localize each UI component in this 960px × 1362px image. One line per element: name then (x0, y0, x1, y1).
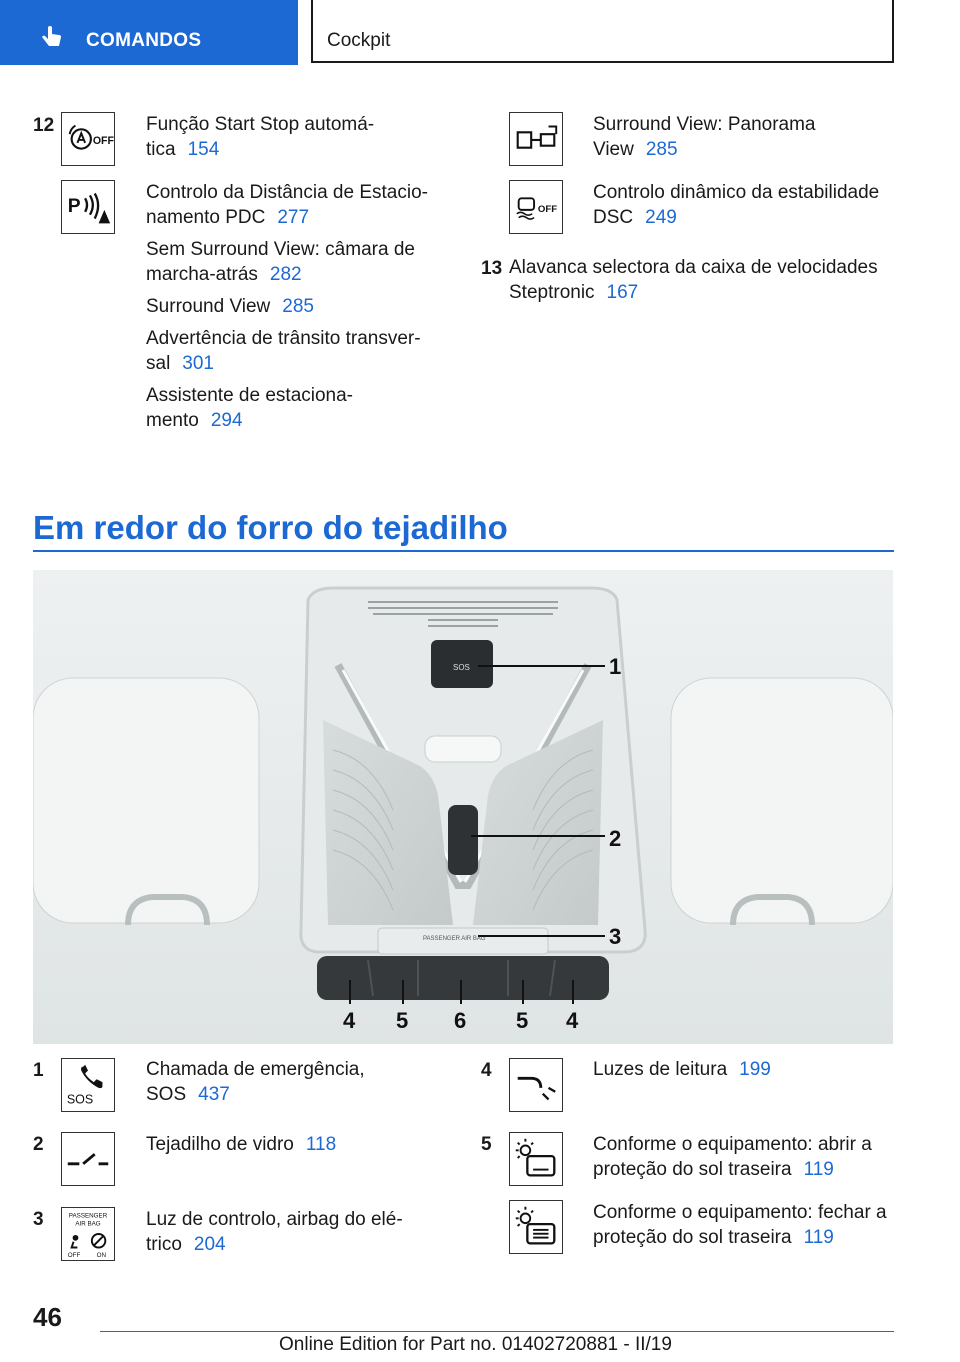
page-ref-link[interactable]: 249 (645, 207, 677, 228)
page-ref-link[interactable]: 282 (269, 264, 302, 285)
svg-text:4: 4 (343, 1008, 356, 1033)
list-item: Surround View: Panorama View 285 (593, 114, 816, 160)
list-item: Chamada de emergência, SOS 437 (146, 1059, 365, 1105)
page-ref-link[interactable]: 301 (182, 353, 214, 374)
item-number: 3 (33, 1209, 44, 1230)
item-number: 13 (481, 258, 503, 279)
glass-roof-icon (61, 1132, 115, 1186)
svg-text:AIR BAG: AIR BAG (75, 1220, 101, 1228)
edition-note: Online Edition for Part no. 01402720881 - II/19 (279, 1334, 672, 1355)
list-item: Luz de controlo, airbag do elé-trico 204 (146, 1209, 403, 1255)
svg-text:5: 5 (516, 1008, 529, 1033)
page-ref-link[interactable]: 154 (187, 139, 220, 160)
section-divider (33, 550, 894, 552)
list-item: Surround View 285 (146, 296, 314, 317)
footer-divider (100, 1331, 894, 1332)
page-ref-link[interactable]: 437 (198, 1084, 230, 1105)
page-ref-link[interactable]: 119 (803, 1227, 834, 1248)
section-tab[interactable] (0, 0, 298, 65)
svg-text:SOS: SOS (453, 663, 470, 672)
list-item: Luzes de leitura 199 (593, 1059, 771, 1080)
list-item: Alavanca selectora da caixa de velocidades Steptronic 167 (509, 257, 878, 303)
page-ref-link[interactable]: 204 (193, 1234, 226, 1255)
breadcrumb (311, 0, 894, 63)
list-item: Conforme o equipamento: fechar a proteção do sol traseira 119 (593, 1202, 887, 1248)
sos-icon (61, 1058, 115, 1112)
page-number: 46 (33, 1302, 62, 1332)
item-number: 1 (33, 1060, 44, 1081)
item-number: 12 (33, 115, 55, 136)
pdc-icon (61, 180, 115, 234)
page-ref-link[interactable]: 167 (606, 282, 639, 303)
svg-text:2: 2 (609, 826, 622, 851)
page-ref-link[interactable]: 294 (210, 410, 243, 431)
page-ref-link[interactable]: 277 (277, 207, 310, 228)
list-item: Tejadilho de vidro 118 (146, 1134, 337, 1155)
svg-text:SOS: SOS (66, 1092, 94, 1107)
svg-text:4: 4 (566, 1008, 579, 1033)
svg-text:PASSENGER: PASSENGER (68, 1212, 108, 1220)
panorama-view-icon (509, 112, 563, 166)
svg-text:PASSENGER AIR BAG: PASSENGER AIR BAG (423, 936, 486, 942)
list-item: Conforme o equipamento: abrir a proteção do sol traseira 119 (593, 1134, 872, 1180)
sunshade-open-icon (509, 1132, 563, 1186)
section-label: COMANDOS (86, 30, 202, 51)
svg-text:OFF: OFF (67, 1252, 81, 1260)
svg-text:P: P (67, 195, 81, 217)
item-number: 5 (481, 1134, 492, 1155)
section-heading: Em redor do forro do tejadilho (33, 509, 508, 546)
page-ref-link[interactable]: 118 (305, 1134, 337, 1155)
svg-text:1: 1 (609, 654, 622, 679)
auto-start-stop-off-icon (61, 112, 115, 166)
page-ref-link[interactable]: 285 (645, 139, 678, 160)
item-number: 2 (33, 1134, 44, 1155)
hand-pointer-icon (40, 26, 64, 52)
svg-text:3: 3 (609, 924, 622, 949)
list-item: Função Start Stop automá-tica 154 (146, 114, 375, 160)
svg-text:6: 6 (454, 1008, 467, 1033)
item-number: 4 (481, 1060, 492, 1081)
list-item: Assistente de estaciona-mento 294 (146, 385, 354, 431)
list-item: Controlo dinâmico da estabilidade DSC 249 (593, 182, 880, 228)
passenger-airbag-icon (61, 1207, 115, 1261)
page-ref-link[interactable]: 119 (803, 1159, 834, 1180)
page-ref-link[interactable]: 285 (282, 296, 314, 317)
roof-console-illustration (33, 570, 893, 1044)
list-item: Sem Surround View: câmara de marcha-atrás 282 (146, 239, 415, 285)
svg-text:OFF: OFF (92, 134, 114, 147)
list-item: Advertência de trânsito transver-sal 301 (146, 328, 421, 374)
list-item: Controlo da Distância de Estacio-namento PDC 277 (146, 182, 428, 228)
svg-text:5: 5 (396, 1008, 409, 1033)
svg-text:ON: ON (96, 1252, 107, 1260)
page-ref-link[interactable]: 199 (739, 1059, 771, 1080)
dsc-off-icon (509, 180, 563, 234)
breadcrumb-label: Cockpit (327, 30, 391, 51)
svg-text:OFF: OFF (537, 203, 558, 215)
sunshade-close-icon (509, 1200, 563, 1254)
reading-light-icon (509, 1058, 563, 1112)
